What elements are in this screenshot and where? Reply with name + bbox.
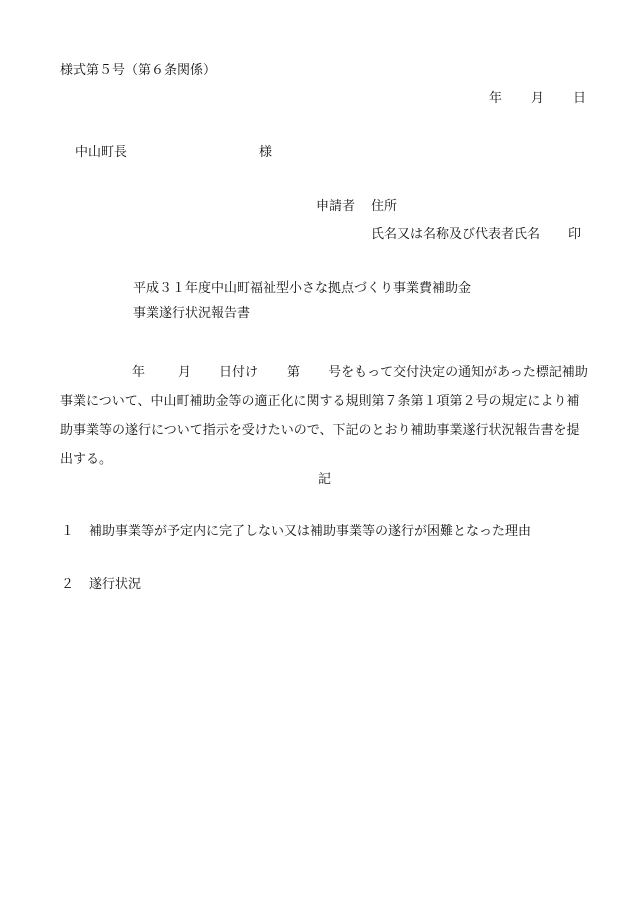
date-day-label: 日 — [573, 91, 587, 106]
applicant-address-label: 住所 — [371, 199, 398, 214]
title-line-1: 平成３１年度中山町福祉型小さな拠点づくり事業費補助金 — [133, 281, 472, 296]
body-date-suffix: 日付け — [219, 365, 259, 380]
item-text: 遂行状況 — [89, 577, 142, 592]
date-month-label: 月 — [531, 91, 545, 106]
seal-mark: 印 — [568, 227, 582, 242]
item-number: １ — [61, 524, 75, 539]
applicant-name-label: 氏名又は名称及び代表者氏名 — [371, 227, 541, 242]
title-line-2: 事業遂行状況報告書 — [133, 306, 251, 321]
ki-heading: 記 — [318, 472, 332, 487]
addressee-name: 中山町長 — [75, 145, 128, 160]
item-number: ２ — [61, 577, 75, 592]
date-year-label: 年 — [489, 91, 503, 106]
body-number-prefix: 第 — [287, 365, 301, 380]
body-year-label: 年 — [132, 365, 146, 380]
body-month-label: 月 — [178, 365, 192, 380]
body-text: 号をもって交付決定の通知があった標記補助事業について、中山町補助金等の適正化に関する規則第７条第１項第２号の規定により補助事業等の遂行について指示を受けたいので、下記のとおり補助事業遂行状況報告書を提出する。 — [60, 365, 588, 467]
addressee-honorific: 様 — [259, 145, 273, 160]
item-text: 補助事業等が予定内に完了しない又は補助事業等の遂行が困難となった理由 — [89, 524, 532, 539]
form-number: 様式第５号（第６条関係） — [60, 63, 217, 78]
body-paragraph — [60, 358, 590, 474]
applicant-label: 申請者 — [316, 199, 356, 214]
